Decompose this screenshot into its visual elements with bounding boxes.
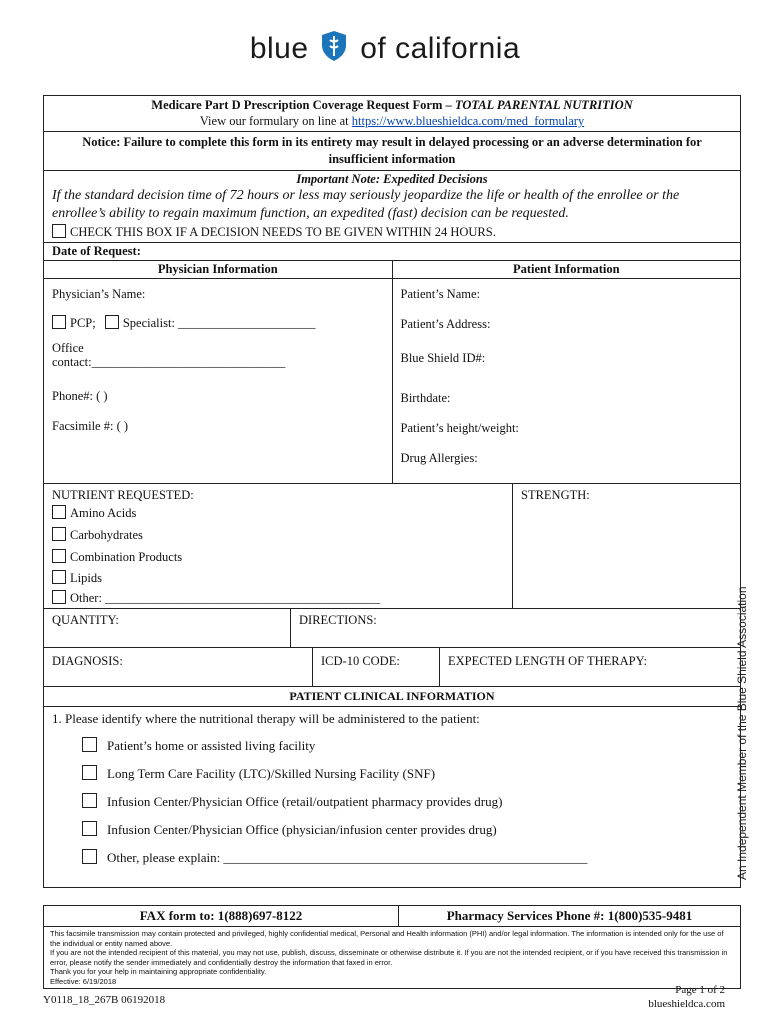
confidentiality-notice: This facsimile transmission may contain protected and privileged, highly confidential medical, Personal and Health information (PHI) and/or legal information. The information is intended only for the use of the individual or entity named above. If you are not the intended recipient of this material, you may not use, publish, discuss, disseminate or otherwise distribute it. If you are not the intended recipient, or if you have received this transmission in error, please notify the sender immediately and confidentially destroy the information that faxed in error. Thank you for your help in maintaining appropriate confidentiality. Effective: 6/19/2018	[50, 929, 728, 986]
patient-name-field[interactable]: Patient’s Name:	[400, 287, 480, 301]
expedite-checkbox[interactable]	[52, 224, 66, 238]
clinical-header: PATIENT CLINICAL INFORMATION	[44, 687, 740, 707]
phone-field[interactable]: Phone#: ( )	[52, 389, 108, 403]
therapy-length-field[interactable]: EXPECTED LENGTH OF THERAPY:	[448, 654, 647, 668]
clinical-section	[44, 707, 740, 887]
site-url: blueshieldca.com	[648, 998, 725, 1010]
site-option-other[interactable]: Other, please explain: ________________________________________________________	[52, 847, 732, 872]
site-option-infusion-physician[interactable]: Infusion Center/Physician Office (physician/infusion center provides drug)	[52, 819, 732, 844]
quantity-field[interactable]: QUANTITY:	[44, 609, 291, 647]
site-option-infusion-retail[interactable]: Infusion Center/Physician Office (retail/outpatient pharmacy provides drug)	[52, 791, 732, 816]
strength-field[interactable]: STRENGTH:	[521, 488, 590, 502]
directions-field[interactable]: DIRECTIONS:	[299, 613, 377, 627]
date-of-request[interactable]: Date of Request:	[44, 243, 740, 261]
nutrient-header: NUTRIENT REQUESTED:	[52, 488, 194, 502]
request-form	[43, 95, 741, 888]
expedited-section: Important Note: Expedited Decisions If the standard decision time of 72 hours or less may seriously jeopardize the life or health of the enrollee or the enrollee’s ability to regain maximum function, an expedited (fast) decision can be requested. CHECK THIS BOX IF A DECISION NEEDS TO BE GIVEN WITHIN 24 HOURS.	[44, 171, 740, 243]
info-headers	[44, 261, 740, 279]
form-title: Medicare Part D Prescription Coverage Request Form – TOTAL PARENTAL NUTRITION View our formulary on line at https://www.blueshieldca.com/med_formulary	[44, 96, 740, 132]
diagnosis-row	[44, 648, 740, 687]
blue-shield-id-field[interactable]: Blue Shield ID#:	[400, 351, 486, 365]
physician-type: PCP; Specialist: ______________________	[52, 315, 384, 341]
logo-text-right: of california	[360, 31, 521, 65]
expedite-option[interactable]: CHECK THIS BOX IF A DECISION NEEDS TO BE GIVEN WITHIN 24 HOURS.	[52, 224, 732, 240]
quantity-directions	[44, 609, 740, 648]
nutrient-option-combination[interactable]: Combination Products	[52, 546, 504, 568]
diagnosis-field[interactable]: DIAGNOSIS:	[44, 648, 313, 686]
question-1: 1. Please identify where the nutritional therapy will be administered to the patient:	[52, 711, 480, 726]
site-option-ltc[interactable]: Long Term Care Facility (LTC)/Skilled Nursing Facility (SNF)	[52, 763, 732, 788]
formulary-link[interactable]: https://www.blueshieldca.com/med_formulary	[351, 114, 585, 128]
form-code: Y0118_18_267B 06192018	[43, 994, 166, 1006]
height-weight-field[interactable]: Patient’s height/weight:	[400, 421, 519, 435]
nutrient-section	[44, 484, 740, 609]
nutrient-option-lipids[interactable]: Lipids	[52, 568, 504, 588]
logo-text-left: blue	[249, 31, 309, 65]
patient-header: Patient Information	[512, 262, 620, 276]
office-contact-field[interactable]: Office contact:_______________________________	[52, 341, 286, 369]
nutrient-option-other[interactable]: Other: ____________________________________________	[52, 588, 504, 608]
page-number: Page 1 of 2	[675, 984, 725, 996]
fax-field[interactable]: Facsimile #: ( )	[52, 419, 129, 433]
physician-name-field[interactable]: Physician’s Name:	[52, 287, 146, 301]
icd-field[interactable]: ICD-10 CODE:	[313, 648, 440, 686]
physician-header: Physician Information	[44, 261, 393, 278]
fax-number: FAX form to: 1(888)697-8122	[44, 906, 399, 926]
patient-address-field[interactable]: Patient’s Address:	[400, 317, 491, 331]
formulary-line: View our formulary on line at https://www.blueshieldca.com/med_formulary	[199, 114, 585, 128]
blue-shield-logo	[0, 30, 770, 70]
shield-icon	[321, 30, 347, 70]
pcp-checkbox[interactable]	[52, 315, 66, 329]
nutrient-option-amino[interactable]: Amino Acids	[52, 502, 504, 524]
page-info	[648, 983, 725, 1011]
footer-box	[43, 905, 741, 989]
pharmacy-phone: Pharmacy Services Phone #: 1(800)535-9481	[446, 908, 693, 923]
birthdate-field[interactable]: Birthdate:	[400, 391, 451, 405]
site-option-home[interactable]: Patient’s home or assisted living facility	[52, 735, 732, 760]
info-section	[44, 279, 740, 484]
nutrient-option-carbs[interactable]: Carbohydrates	[52, 524, 504, 546]
association-sidebar-text: An Independent Member of the Blue Shield Association	[735, 586, 749, 880]
notice: Notice: Failure to complete this form in its entirety may result in delayed processing or an adverse determination for insufficient information	[44, 132, 740, 171]
specialist-checkbox[interactable]	[105, 315, 119, 329]
drug-allergies-field[interactable]: Drug Allergies:	[400, 451, 478, 465]
